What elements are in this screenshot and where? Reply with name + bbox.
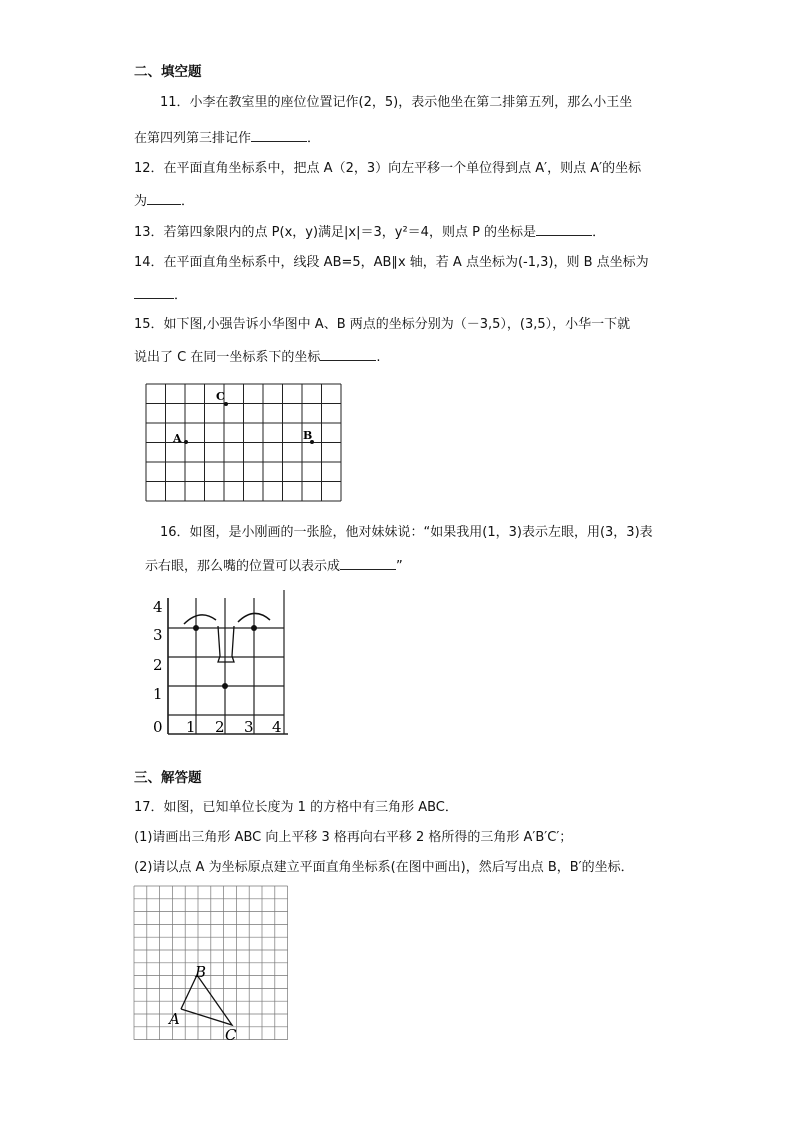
- y-axis-labels: [153, 598, 163, 736]
- answer-blank-16[interactable]: [340, 556, 396, 570]
- mouth-point: [222, 683, 228, 689]
- left-eye: [193, 625, 199, 631]
- question-13-end: ．: [592, 225, 606, 240]
- question-12-line2: [134, 191, 194, 211]
- question-13-text: 13．若第四象限内的点 P(x，y)满足|x|＝3，y²＝4，则点 P 的坐标是: [134, 225, 537, 240]
- question-11-line2: [134, 128, 320, 148]
- x-label-3: 3: [244, 718, 254, 736]
- question-14-line2: [134, 285, 187, 305]
- answer-blank-14[interactable]: [134, 285, 174, 299]
- y-label-0: 0: [153, 718, 163, 736]
- question-17-line2: (1)请画出三角形 ABC 向上平移 3 格再向右平移 2 格所得的三角形 A′B′C′；: [134, 830, 573, 845]
- question-15-text: 说出了 C 在同一坐标系下的坐标: [134, 350, 321, 365]
- question-16-line1: 16．如图，是小刚画的一张脸，他对妹妹说：“如果我用(1，3)表示左眼，用(3，3)表: [160, 525, 653, 540]
- question-12-text: 为: [134, 194, 148, 209]
- left-brow: [184, 615, 216, 624]
- question-15-line1: 15．如下图,小强告诉小华图中 A、B 两点的坐标分别为（－3,5），(3,5），小华一下就: [134, 317, 631, 332]
- question-14-line1: 14．在平面直角坐标系中，线段 AB=5，AB∥x 轴，若 A 点坐标为(-1,3)，则 B 点坐标为: [134, 255, 649, 270]
- point-a: [184, 440, 188, 444]
- answer-blank-15[interactable]: [320, 347, 376, 361]
- question-15-line2: [134, 347, 380, 367]
- question-12-end: ．: [181, 194, 195, 209]
- figure-q15-grid: [140, 380, 340, 510]
- figure-q16-face: [148, 590, 298, 740]
- question-16-text: 示右眼，那么嘴的位置可以表示成: [145, 559, 341, 574]
- figure-q17-grid: [133, 885, 293, 1045]
- answer-blank-13[interactable]: [536, 222, 592, 236]
- answer-blank-12[interactable]: [147, 191, 181, 205]
- x-label-1: 1: [186, 718, 196, 736]
- label-b: B: [303, 429, 313, 442]
- y-label-1: 1: [153, 685, 163, 703]
- question-17-line3: (2)请以点 A 为坐标原点建立平面直角坐标系(在图中画出)，然后写出点 B，B′的坐标．: [134, 860, 634, 875]
- fine-grid-lines: [134, 886, 288, 1040]
- section-title-solve: 三、解答题: [134, 770, 202, 786]
- question-11-end: ．: [307, 131, 321, 146]
- label-c: C: [216, 390, 225, 403]
- label-a: A: [173, 432, 182, 445]
- question-13-line1: [134, 222, 605, 242]
- question-14-end: ．: [174, 288, 188, 303]
- question-16-end: ”: [396, 559, 403, 574]
- question-15-end: .: [376, 350, 381, 365]
- x-label-4: 4: [272, 718, 282, 736]
- label-b: B: [195, 963, 207, 981]
- label-a: A: [169, 1010, 180, 1028]
- y-label-3: 3: [153, 626, 163, 644]
- y-label-4: 4: [153, 598, 163, 616]
- question-16-line2: [145, 556, 403, 576]
- triangle-abc: [181, 975, 232, 1025]
- label-c: C: [225, 1026, 237, 1044]
- y-label-2: 2: [153, 656, 163, 674]
- right-eye: [251, 625, 257, 631]
- question-17-line1: 17．如图，已知单位长度为 1 的方格中有三角形 ABC．: [134, 800, 458, 815]
- section-title-fill-in: 二、填空题: [134, 64, 202, 80]
- question-11-text: 在第四列第三排记作: [134, 131, 252, 146]
- x-label-2: 2: [215, 718, 225, 736]
- answer-blank-11[interactable]: [251, 128, 307, 142]
- question-11-line1: 11．小李在教室里的座位位置记作(2，5)，表示他坐在第二排第五列，那么小王坐: [160, 95, 633, 110]
- question-12-line1: 12．在平面直角坐标系中，把点 A（2，3）向左平移一个单位得到点 A′，则点 A′的坐标: [134, 161, 642, 176]
